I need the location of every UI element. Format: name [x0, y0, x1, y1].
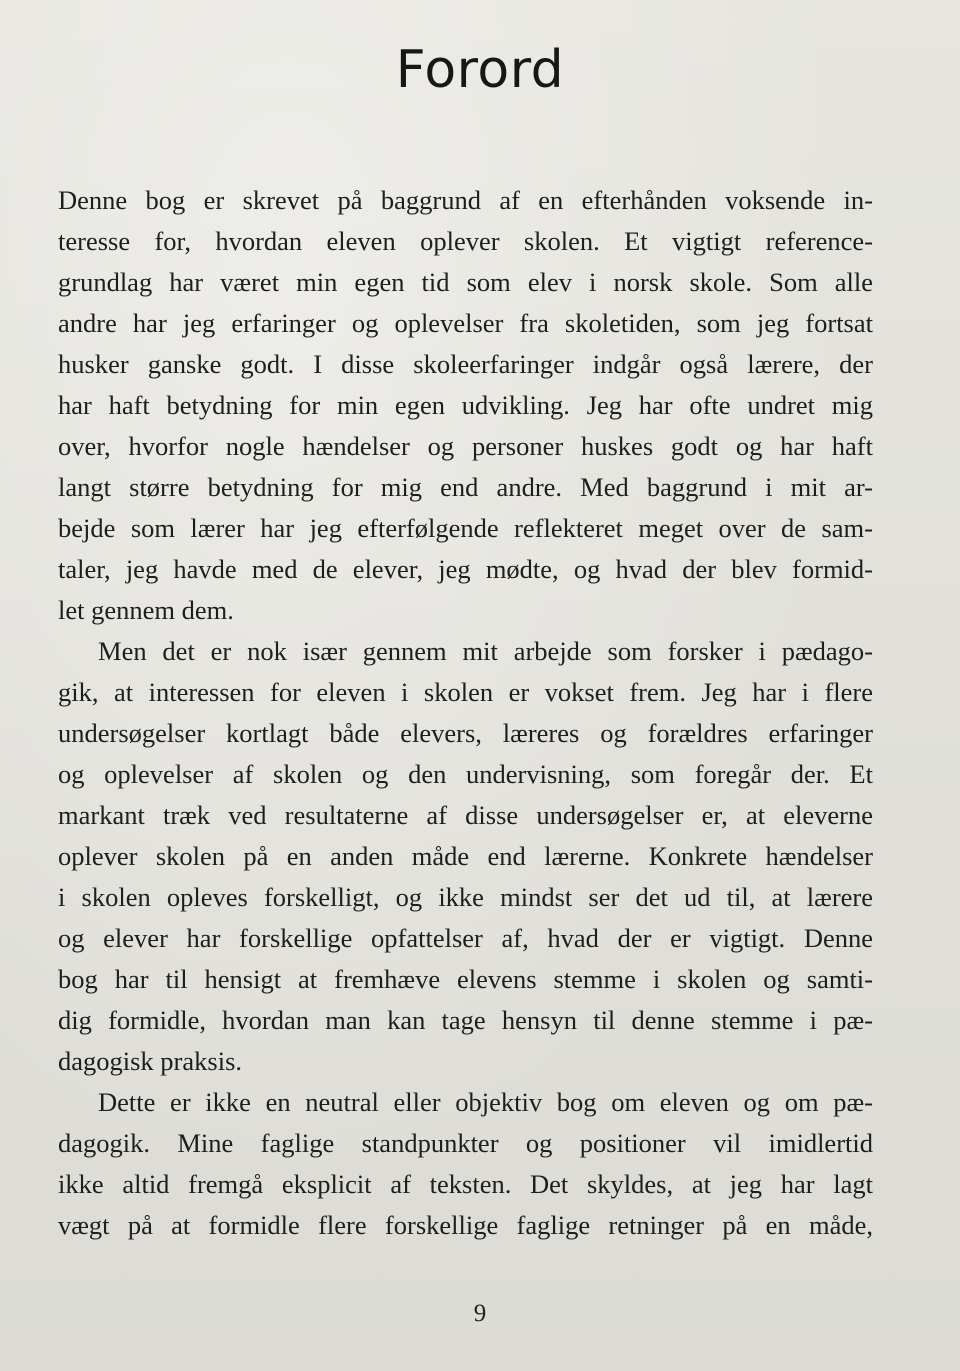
text-line: har haft betydning for min egen udvikling. Jeg har ofte undret mig [58, 390, 873, 420]
text-line: i skolen opleves forskelligt, og ikke mindst ser det ud til, at lærere [58, 882, 873, 912]
text-line: grundlag har været min egen tid som elev i norsk skole. Som alle [58, 267, 873, 297]
text-line: markant træk ved resultaterne af disse undersøgelser er, at eleverne [58, 800, 873, 830]
text-line: gik, at interessen for eleven i skolen er vokset frem. Jeg har i flere [58, 677, 873, 707]
text-line: langt større betydning for mig end andre. Med baggrund i mit ar- [58, 472, 873, 502]
text-line: og elever har forskellige opfattelser af, hvad der er vigtigt. Denne [58, 923, 873, 953]
text-line: andre har jeg erfaringer og oplevelser fra skoletiden, som jeg fortsat [58, 308, 873, 338]
text-line: over, hvorfor nogle hændelser og personer huskes godt og har haft [58, 431, 873, 461]
text-line: bejde som lærer har jeg efterfølgende reflekteret meget over de sam- [58, 513, 873, 543]
text-line: taler, jeg havde med de elever, jeg mødte, og hvad der blev formid- [58, 554, 873, 584]
text-line: teresse for, hvordan eleven oplever skolen. Et vigtigt reference- [58, 226, 873, 256]
text-line: Dette er ikke en neutral eller objektiv bog om eleven og om pæ- [98, 1087, 873, 1117]
text-line: ikke altid fremgå eksplicit af teksten. Det skyldes, at jeg har lagt [58, 1169, 873, 1199]
body-text [58, 180, 873, 1246]
text-line: dagogik. Mine faglige standpunkter og positioner vil imidlertid [58, 1128, 873, 1158]
text-line: bog har til hensigt at fremhæve elevens stemme i skolen og samti- [58, 964, 873, 994]
text-line: dig formidle, hvordan man kan tage hensyn til denne stemme i pæ- [58, 1005, 873, 1035]
text-line: vægt på at formidle flere forskellige faglige retninger på en måde, [58, 1210, 873, 1240]
paragraph-1 [58, 180, 873, 631]
text-line: Men det er nok især gennem mit arbejde som forsker i pædago- [98, 636, 873, 666]
paragraph-3 [58, 1082, 873, 1246]
text-line: undersøgelser kortlagt både elevers, læreres og forældres erfaringer [58, 718, 873, 748]
text-line: og oplevelser af skolen og den undervisning, som foregår der. Et [58, 759, 873, 789]
text-line: let gennem dem. [58, 595, 234, 625]
page-number: 9 [473, 1300, 487, 1327]
page-title: Forord [395, 40, 565, 100]
paragraph-2 [58, 631, 873, 1082]
text-line: husker ganske godt. I disse skoleerfaringer indgår også lærere, der [58, 349, 873, 379]
text-line: Denne bog er skrevet på baggrund af en efterhånden voksende in- [58, 185, 873, 215]
text-line: dagogisk praksis. [58, 1046, 243, 1076]
text-line: oplever skolen på en anden måde end lærerne. Konkrete hændelser [58, 841, 873, 871]
